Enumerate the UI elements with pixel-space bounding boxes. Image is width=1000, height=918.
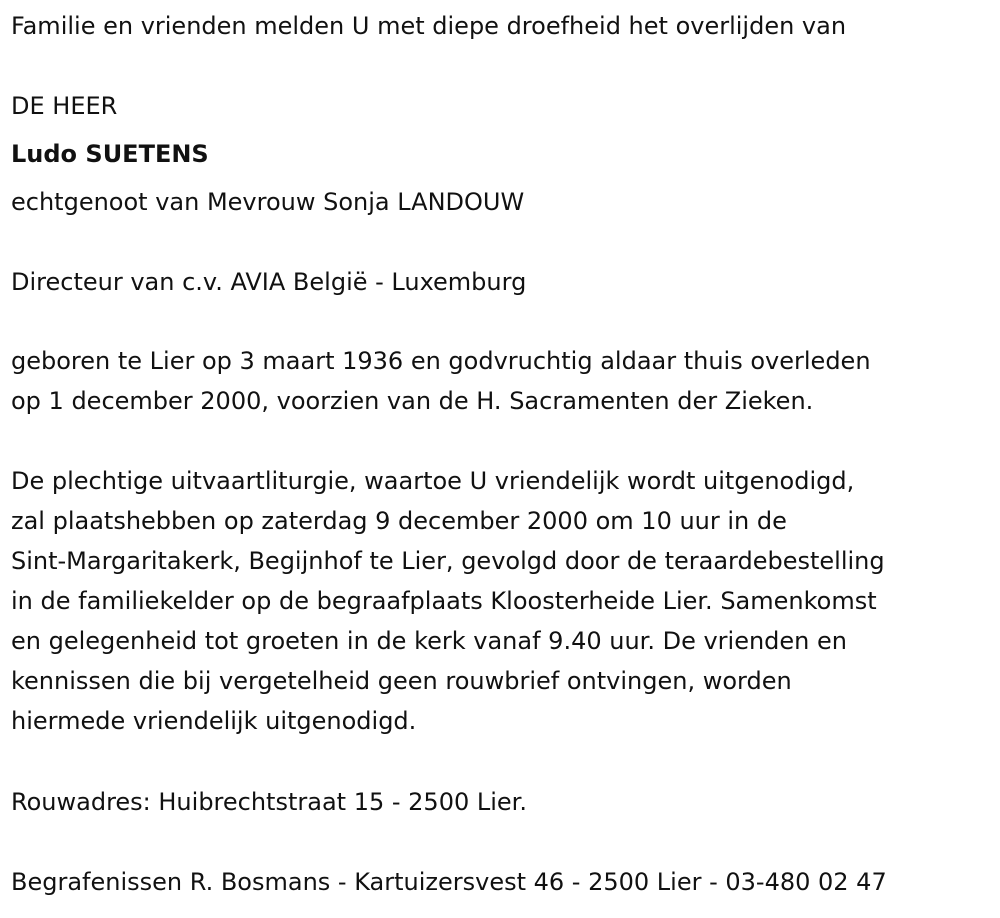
- birth-death-paragraph: [11, 341, 871, 421]
- deceased-name: Ludo SUETENS: [11, 140, 209, 168]
- funeral-line: kennissen die bij vergetelheid geen rouwbrief ontvingen, worden: [11, 667, 792, 695]
- funeral-line: Sint-Margaritakerk, Begijnhof te Lier, gevolgd door de teraardebestelling: [11, 547, 885, 575]
- spouse-text: echtgenoot van Mevrouw Sonja LANDOUW: [11, 188, 525, 216]
- mourning-address: Rouwadres: Huibrechtstraat 15 - 2500 Lier.: [11, 788, 527, 816]
- funeral-line: zal plaatshebben op zaterdag 9 december 2000 om 10 uur in de: [11, 507, 787, 535]
- occupation-text: Directeur van c.v. AVIA België - Luxemburg: [11, 268, 527, 296]
- funeral-line: en gelegenheid tot groeten in de kerk vanaf 9.40 uur. De vrienden en: [11, 627, 847, 655]
- funeral-paragraph: [11, 461, 885, 741]
- funeral-director: Begrafenissen R. Bosmans - Kartuizersvest 46 - 2500 Lier - 03-480 02 47: [11, 868, 887, 896]
- funeral-line: De plechtige uitvaartliturgie, waartoe U vriendelijk wordt uitgenodigd,: [11, 467, 855, 495]
- birth-death-line: geboren te Lier op 3 maart 1936 en godvruchtig aldaar thuis overleden: [11, 347, 871, 375]
- honorific: DE HEER: [11, 92, 118, 120]
- funeral-line: in de familiekelder op de begraafplaats Kloosterheide Lier. Samenkomst: [11, 587, 877, 615]
- funeral-line: hiermede vriendelijk uitgenodigd.: [11, 707, 417, 735]
- birth-death-line: op 1 december 2000, voorzien van de H. Sacramenten der Zieken.: [11, 387, 814, 415]
- intro-text: Familie en vrienden melden U met diepe droefheid het overlijden van: [11, 12, 847, 40]
